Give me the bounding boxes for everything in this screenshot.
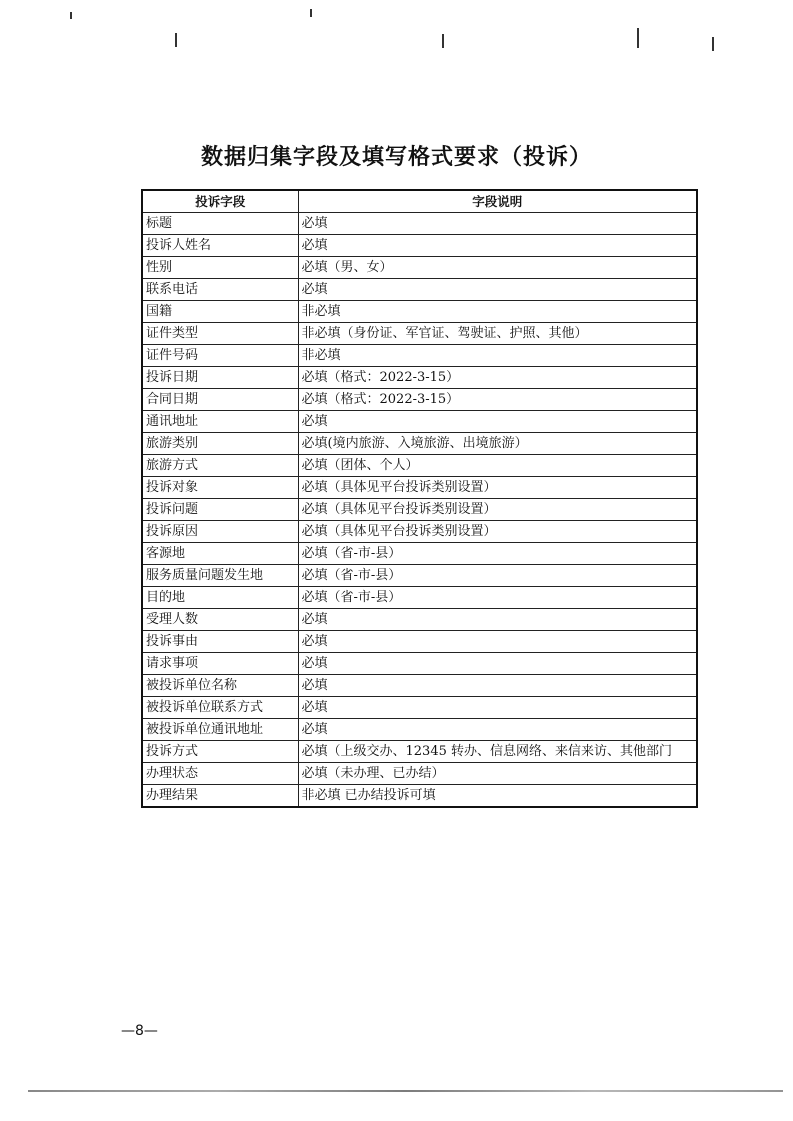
table-row: [142, 257, 697, 279]
field-description-cell: 必填（具体见平台投诉类别设置）: [298, 477, 697, 499]
field-name-cell: 国籍: [142, 301, 298, 323]
field-name-cell: 投诉日期: [142, 367, 298, 389]
table-row: [142, 389, 697, 411]
scan-mark: [442, 34, 444, 48]
table-row: [142, 719, 697, 741]
table-row: [142, 323, 697, 345]
table-row: [142, 345, 697, 367]
field-name-cell: 办理状态: [142, 763, 298, 785]
field-description-cell: 必填（省-市-县）: [298, 565, 697, 587]
field-description-cell: 必填（具体见平台投诉类别设置）: [298, 499, 697, 521]
table-row: [142, 565, 697, 587]
field-name-cell: 办理结果: [142, 785, 298, 808]
table-row: [142, 543, 697, 565]
column-header-field: 投诉字段: [142, 190, 298, 213]
field-description-cell: 非必填: [298, 345, 697, 367]
scan-bottom-edge: [28, 1090, 783, 1092]
field-name-cell: 投诉原因: [142, 521, 298, 543]
field-description-cell: 非必填 已办结投诉可填: [298, 785, 697, 808]
table-header-row: [142, 190, 697, 213]
table-row: [142, 477, 697, 499]
table-row: [142, 675, 697, 697]
field-name-cell: 受理人数: [142, 609, 298, 631]
table-row: [142, 785, 697, 808]
field-description-cell: 必填（未办理、已办结）: [298, 763, 697, 785]
field-name-cell: 被投诉单位联系方式: [142, 697, 298, 719]
scan-mark: [310, 9, 312, 17]
complaint-fields-table: [141, 189, 698, 808]
field-name-cell: 投诉事由: [142, 631, 298, 653]
field-name-cell: 被投诉单位名称: [142, 675, 298, 697]
field-name-cell: 服务质量问题发生地: [142, 565, 298, 587]
table-row: [142, 609, 697, 631]
page-title: 数据归集字段及填写格式要求（投诉）: [200, 145, 592, 170]
field-name-cell: 旅游类别: [142, 433, 298, 455]
field-description-cell: 必填: [298, 213, 697, 235]
page-number: —8—: [121, 1023, 158, 1039]
table-row: [142, 235, 697, 257]
table-row: [142, 455, 697, 477]
field-name-cell: 旅游方式: [142, 455, 298, 477]
table-row: [142, 499, 697, 521]
table-row: [142, 631, 697, 653]
field-description-cell: 必填: [298, 411, 697, 433]
field-description-cell: 必填: [298, 653, 697, 675]
column-header-description: 字段说明: [298, 190, 697, 213]
field-description-cell: 非必填（身份证、军官证、驾驶证、护照、其他）: [298, 323, 697, 345]
field-description-cell: 必填（格式：2022-3-15）: [298, 367, 697, 389]
field-name-cell: 合同日期: [142, 389, 298, 411]
field-name-cell: 投诉方式: [142, 741, 298, 763]
field-description-cell: 必填（上级交办、12345 转办、信息网络、来信来访、其他部门: [298, 741, 697, 763]
field-description-cell: 必填（具体见平台投诉类别设置）: [298, 521, 697, 543]
table-row: [142, 213, 697, 235]
field-description-cell: 必填: [298, 675, 697, 697]
scan-mark: [175, 33, 177, 47]
field-name-cell: 被投诉单位通讯地址: [142, 719, 298, 741]
field-name-cell: 请求事项: [142, 653, 298, 675]
field-name-cell: 标题: [142, 213, 298, 235]
scan-mark: [637, 28, 639, 48]
field-name-cell: 客源地: [142, 543, 298, 565]
field-description-cell: 必填: [298, 631, 697, 653]
scan-mark: [712, 37, 714, 51]
field-description-cell: 必填（省-市-县）: [298, 543, 697, 565]
field-name-cell: 目的地: [142, 587, 298, 609]
table-row: [142, 653, 697, 675]
field-name-cell: 通讯地址: [142, 411, 298, 433]
field-name-cell: 投诉人姓名: [142, 235, 298, 257]
field-name-cell: 证件号码: [142, 345, 298, 367]
field-name-cell: 证件类型: [142, 323, 298, 345]
field-description-cell: 必填(境内旅游、入境旅游、出境旅游）: [298, 433, 697, 455]
field-description-cell: 必填: [298, 719, 697, 741]
table-row: [142, 587, 697, 609]
table-row: [142, 279, 697, 301]
field-description-cell: 必填: [298, 609, 697, 631]
field-description-cell: 必填: [298, 235, 697, 257]
field-name-cell: 投诉对象: [142, 477, 298, 499]
table-row: [142, 367, 697, 389]
table-row: [142, 697, 697, 719]
field-description-cell: 非必填: [298, 301, 697, 323]
field-description-cell: 必填（省-市-县）: [298, 587, 697, 609]
field-name-cell: 性别: [142, 257, 298, 279]
field-description-cell: 必填: [298, 697, 697, 719]
field-description-cell: 必填（团体、个人）: [298, 455, 697, 477]
table-row: [142, 433, 697, 455]
table-row: [142, 741, 697, 763]
table-row: [142, 521, 697, 543]
table-row: [142, 411, 697, 433]
field-description-cell: 必填（男、女）: [298, 257, 697, 279]
table-row: [142, 301, 697, 323]
field-name-cell: 投诉问题: [142, 499, 298, 521]
field-name-cell: 联系电话: [142, 279, 298, 301]
field-description-cell: 必填: [298, 279, 697, 301]
field-description-cell: 必填（格式：2022-3-15）: [298, 389, 697, 411]
scan-mark: [70, 12, 72, 19]
table-row: [142, 763, 697, 785]
